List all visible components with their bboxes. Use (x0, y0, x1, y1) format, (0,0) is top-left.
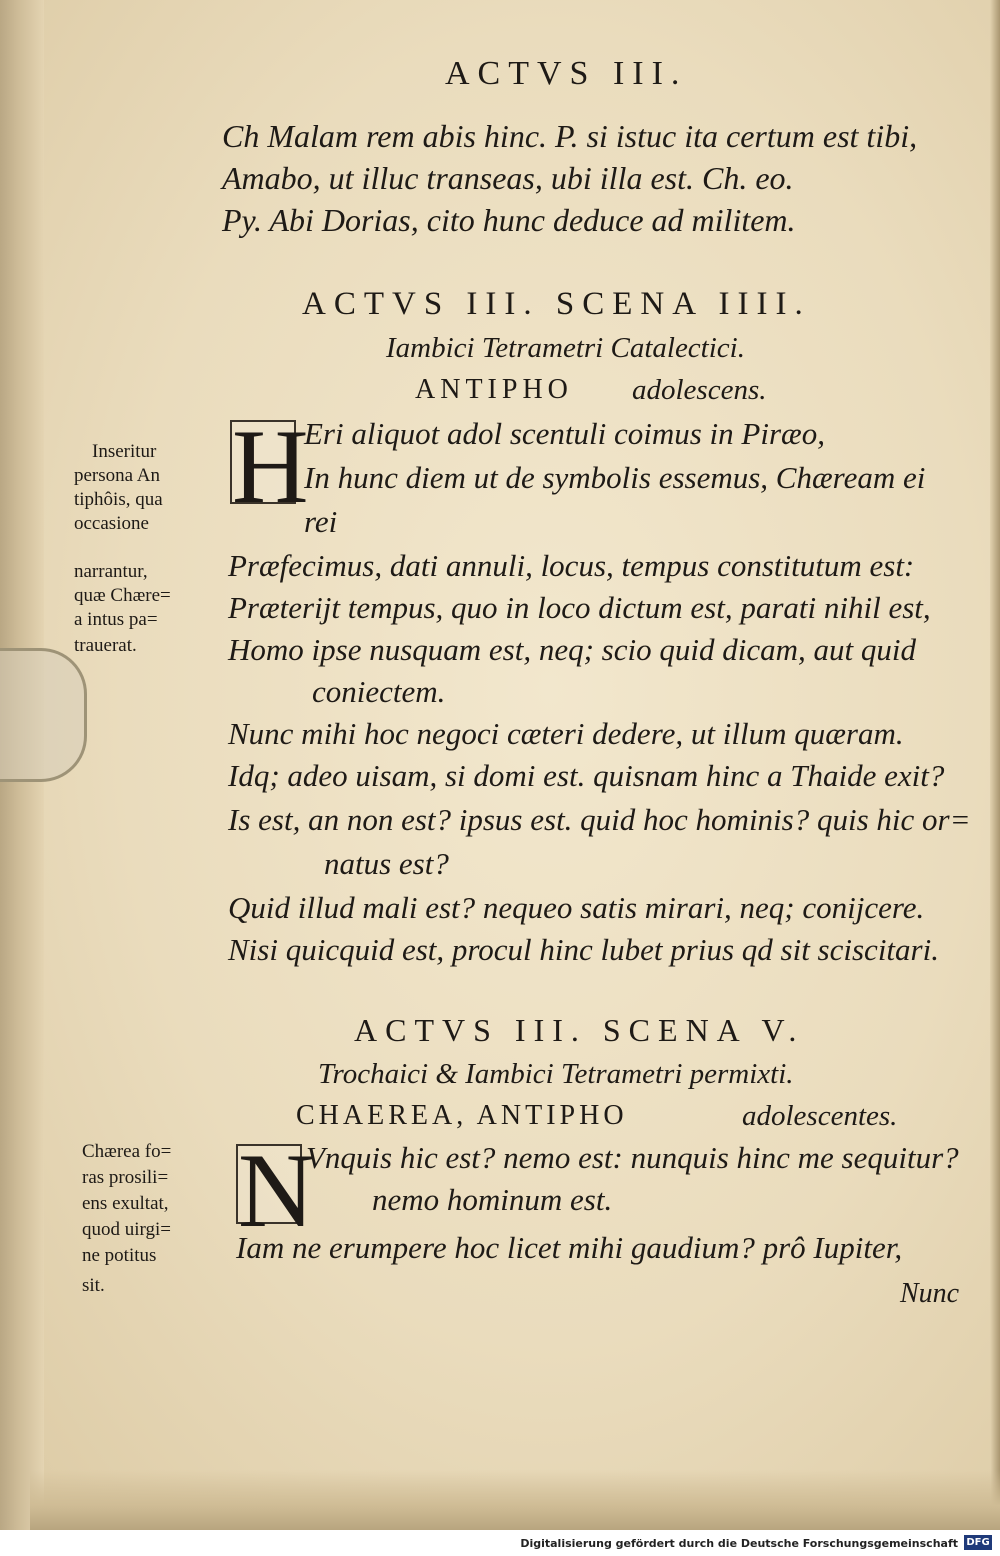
verse-line: Vnquis hic est? nemo est: nunquis hinc me sequitur? (306, 1140, 959, 1175)
verse-line: Homo ipse nusquam est, neq; scio quid dicam, aut quid (228, 632, 916, 667)
speaker-role: adolescens. (632, 374, 767, 406)
speaker-name: ANTIPHO (415, 374, 573, 405)
margin-note-line: quæ Chære= (74, 585, 171, 606)
margin-note-line: tiphôis, qua (74, 489, 163, 510)
verse-line: Nisi quicquid est, procul hinc lubet prius qd sit sciscitari. (228, 932, 939, 967)
margin-note-line: sit. (82, 1275, 105, 1296)
verse-line: nemo hominum est. (372, 1182, 613, 1217)
speaker-role: adolescentes. (742, 1100, 898, 1132)
running-head: ACTVS III. (445, 55, 688, 92)
margin-note-line: narrantur, (74, 561, 148, 582)
margin-note-line: Chærea fo= (82, 1141, 172, 1162)
verse-line: Ch Malam rem abis hinc. P. si istuc ita certum est tibi, (222, 118, 918, 154)
dfg-logo: DFG (964, 1535, 992, 1550)
scene-meter: Iambici Tetrametri Catalectici. (386, 332, 745, 364)
verse-line: Iam ne erumpere hoc licet mihi gaudium? prô Iupiter, (236, 1230, 903, 1265)
verse-line: Idq; adeo uisam, si domi est. quisnam hinc a Thaide exit? (228, 758, 945, 793)
verse-line: In hunc diem ut de symbolis essemus, Chæream ei (304, 460, 926, 495)
verse-line: Amabo, ut illuc transeas, ubi illa est. Ch. eo. (222, 160, 794, 196)
speaker-names: CHAEREA, ANTIPHO (296, 1100, 628, 1131)
margin-note-line: ens exultat, (82, 1193, 169, 1214)
drop-capital: H (232, 408, 309, 525)
verse-line: coniectem. (312, 674, 446, 709)
verse-line: Eri aliquot adol scentuli coimus in Piræo, (304, 416, 825, 451)
verse-line: rei (304, 504, 338, 539)
verse-line: Py. Abi Dorias, cito hunc deduce ad militem. (222, 202, 796, 238)
margin-note-line: Inseritur (92, 441, 157, 462)
margin-note-line: a intus pa= (74, 609, 158, 630)
page-edge-right (990, 0, 1000, 1530)
funding-notice: Digitalisierung gefördert durch die Deutsche Forschungsgemeinschaft (520, 1537, 958, 1550)
scene-meter: Trochaici & Iambici Tetrametri permixti. (318, 1058, 794, 1090)
margin-note-line: trauerat. (74, 635, 137, 656)
margin-note-line: persona An (74, 465, 161, 486)
verse-line: Is est, an non est? ipsus est. quid hoc hominis? quis hic or= (228, 802, 971, 837)
scene-heading: ACTVS III. SCENA V. (354, 1012, 805, 1048)
margin-note-line: ras prosili= (82, 1167, 169, 1188)
page-edge-bottom (30, 1470, 1000, 1530)
verse-line: Præterijt tempus, quo in loco dictum est, parati nihil est, (228, 590, 931, 625)
scene-heading: ACTVS III. SCENA IIII. (302, 286, 811, 322)
verse-line: Quid illud mali est? nequeo satis mirari, neq; conijcere. (228, 890, 925, 925)
verse-line: Nunc mihi hoc negoci cæteri dedere, ut illum quæram. (228, 716, 904, 751)
clip-tab (0, 648, 87, 782)
catchword: Nunc (900, 1278, 960, 1309)
verse-line: Præfecimus, dati annuli, locus, tempus constitutum est: (228, 548, 915, 583)
verse-line: natus est? (324, 846, 449, 881)
margin-note-line: quod uirgi= (82, 1219, 172, 1240)
margin-note-line: ne potitus (82, 1245, 157, 1266)
margin-note-line: occasione (74, 513, 149, 534)
drop-capital: N (238, 1132, 315, 1249)
